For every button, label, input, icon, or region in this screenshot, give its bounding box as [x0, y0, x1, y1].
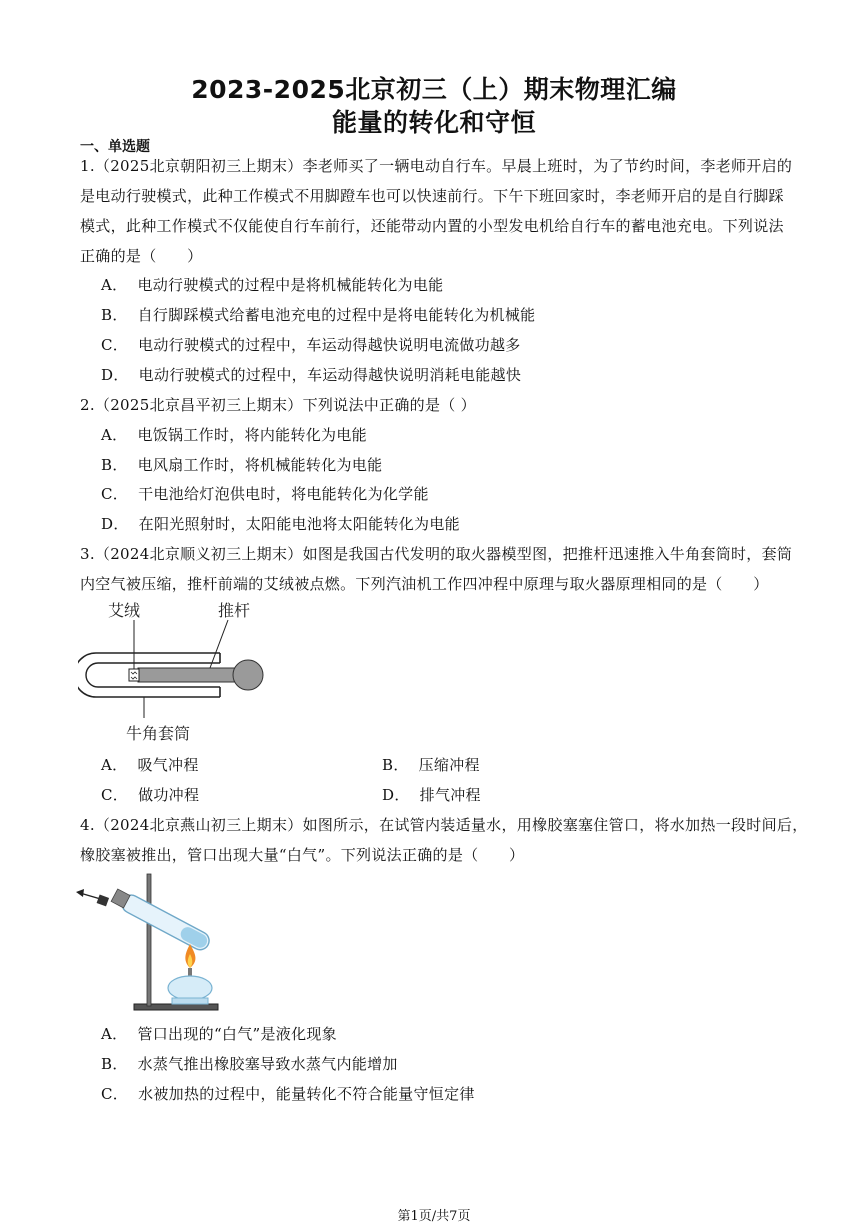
- q3-option-d: [382, 784, 481, 805]
- option-label: C．: [101, 786, 129, 804]
- q2-option-d: [101, 513, 460, 534]
- q4-text-line: 4.（2024北京燕山初三上期末）如图所示，在试管内装适量水，用橡胶塞塞住管口，将水加热一段时间后，: [80, 816, 808, 834]
- option-label: A．: [101, 1025, 128, 1043]
- section-title: 一、单选题: [80, 139, 150, 155]
- q4-option-b: [101, 1053, 398, 1074]
- option-text: 吸气冲程: [137, 756, 199, 774]
- option-text: 电动行驶模式的过程中，车运动得越快说明消耗电能越快: [138, 366, 522, 384]
- q3-option-b: [382, 754, 480, 775]
- q4-option-a: [101, 1023, 337, 1044]
- option-text: 电动行驶模式的过程中，车运动得越快说明电流做功越多: [138, 336, 521, 354]
- q2-option-c: [101, 483, 429, 504]
- option-label: D．: [101, 366, 129, 384]
- figure-label-rod: 推杆: [218, 601, 251, 620]
- q2-text-line: 2.（2025北京昌平初三上期末）下列说法中正确的是（ ）: [80, 396, 476, 414]
- q1-text-line: 模式，此种工作模式不仅能使自行车前行，还能带动内置的小型发电机给自行车的蓄电池充电。下列说法: [80, 217, 784, 235]
- option-text: 做功冲程: [138, 786, 200, 804]
- option-label: C．: [101, 336, 129, 354]
- q1-text-line: 正确的是（ ）: [80, 247, 203, 265]
- q3-text-line: 内空气被压缩，推杆前端的艾绒被点燃。下列汽油机工作四冲程中原理与取火器原理相同的是（ ）: [80, 575, 769, 593]
- q3-text-line: 3.（2024北京顺义初三上期末）如图是我国古代发明的取火器模型图，把推杆迅速推入牛角套筒时，套筒: [80, 545, 793, 563]
- option-text: 水蒸气推出橡胶塞导致水蒸气内能增加: [137, 1055, 398, 1073]
- q4-text-line: 橡胶塞被推出，管口出现大量“白气”。下列说法正确的是（ ）: [80, 846, 525, 864]
- q1-text-line: 是电动行驶模式，此种工作模式不用脚蹬车也可以快速前行。下午下班回家时，李老师开启的是自行脚踩: [80, 187, 784, 205]
- option-text: 排气冲程: [419, 786, 481, 804]
- q1-option-b: [101, 304, 535, 325]
- option-text: 电动行驶模式的过程中是将机械能转化为电能: [137, 276, 444, 294]
- option-text: 管口出现的“白气”是液化现象: [137, 1025, 337, 1043]
- figure-label-moxa: 艾绒: [108, 601, 141, 620]
- option-label: A．: [101, 756, 128, 774]
- q3-option-c: [101, 784, 199, 805]
- q2-option-b: [101, 454, 382, 475]
- test-tube-figure: [74, 868, 234, 1014]
- option-text: 电饭锅工作时，将内能转化为电能: [137, 426, 367, 444]
- option-label: C．: [101, 1085, 129, 1103]
- q3-option-a: [101, 754, 199, 775]
- option-label: B．: [101, 1055, 128, 1073]
- option-label: B．: [382, 756, 409, 774]
- option-label: B．: [101, 306, 128, 324]
- q1-option-d: [101, 364, 521, 385]
- option-text: 水被加热的过程中，能量转化不符合能量守恒定律: [138, 1085, 475, 1103]
- option-label: A．: [101, 276, 128, 294]
- document-title-line2: 能量的转化和守恒: [331, 108, 536, 137]
- page-number: 第1页/共7页: [397, 1209, 471, 1224]
- q1-option-a: [101, 274, 443, 295]
- option-label: A．: [101, 426, 128, 444]
- option-label: B．: [101, 456, 128, 474]
- option-label: C．: [101, 485, 129, 503]
- option-label: D．: [101, 515, 129, 533]
- option-text: 自行脚踩模式给蓄电池充电的过程中是将电能转化为机械能: [137, 306, 536, 324]
- option-label: D．: [382, 786, 410, 804]
- option-text: 电风扇工作时，将机械能转化为电能: [137, 456, 383, 474]
- q1-option-c: [101, 334, 521, 355]
- option-text: 在阳光照射时，太阳能电池将太阳能转化为电能: [138, 515, 460, 533]
- figure-label-sleeve: 牛角套筒: [126, 724, 191, 743]
- document-title-line1: 2023-2025北京初三（上）期末物理汇编: [191, 75, 677, 104]
- q4-option-c: [101, 1083, 475, 1104]
- q1-text-line: 1.（2025北京朝阳初三上期末）李老师买了一辆电动自行车。早晨上班时，为了节约时间，李老师开启的: [80, 157, 793, 175]
- option-text: 压缩冲程: [418, 756, 480, 774]
- q2-option-a: [101, 424, 367, 445]
- option-text: 干电池给灯泡供电时，将电能转化为化学能: [138, 485, 429, 503]
- fire-starter-figure: [78, 598, 278, 746]
